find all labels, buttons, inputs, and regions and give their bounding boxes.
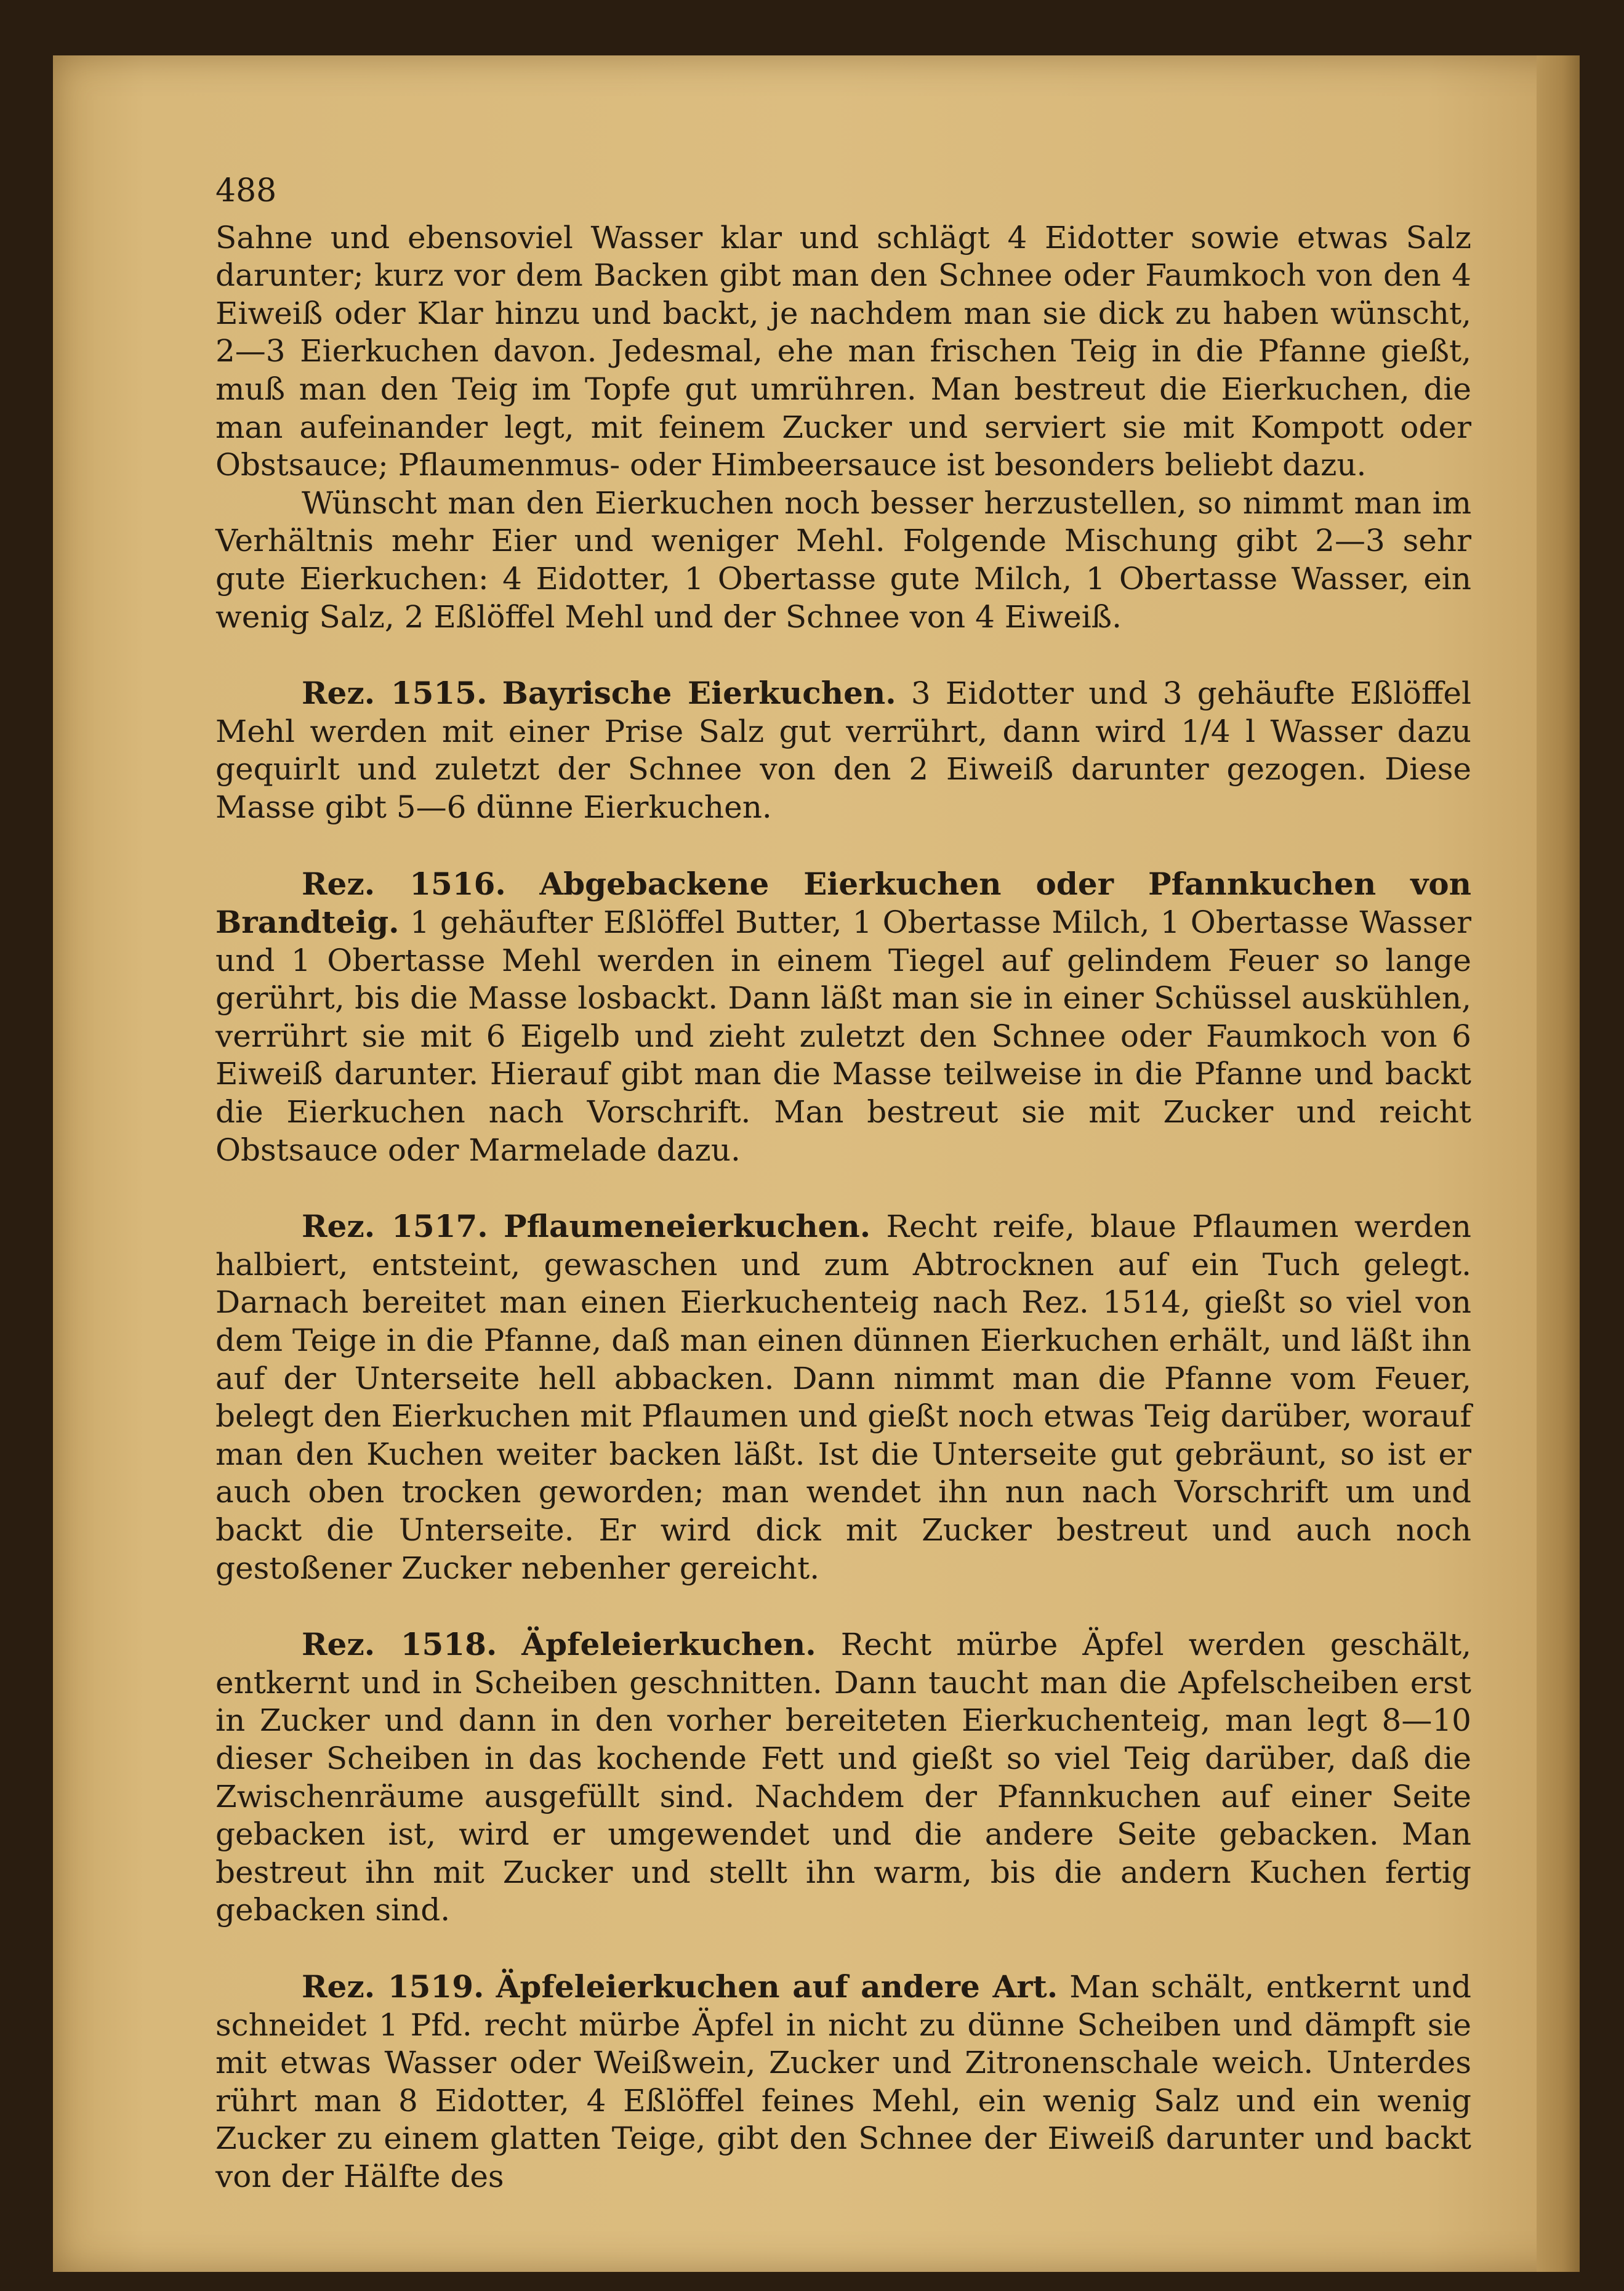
recipe-number: Rez. 1519. — [302, 1968, 484, 2005]
recipe-text: Recht reife, blaue Pflaumen werden halbiert, entsteint, gewaschen und zum Abtrocknen auf ein Tuch gelegt. Darnach bereitet man einen Eierkuchenteig nach Rez. 1514, gießt so viel von dem Teige in die Pfanne, daß man einen dünnen Eierkuchen erhält, und läßt ihn auf der Unterseite hell abbacken. Dann nimmt man die Pfanne vom Feuer, belegt den Eierkuchen mit Pflaumen und gießt noch etwas Teig darüber, worauf man den Kuchen weiter backen läßt. Ist die Unterseite gut gebräunt, so ist er auch oben trocken geworden; man wendet ihn nun nach Vorschrift um und backt die Unterseite. Er wird dick mit Zucker bestreut und auch noch gestoßener Zucker nebenher gereicht. — [215, 1209, 1471, 1586]
recipe-1517 — [215, 1207, 1471, 1587]
recipe-1518 — [215, 1625, 1471, 1930]
intro-paragraph-2: Wünscht man den Eierkuchen noch besser herzustellen, so nimmt man im Verhältnis mehr Eier und weniger Mehl. Folgende Mischung gibt 2—3 sehr gute Eierkuchen: 4 Eidotter, 1 Obertasse gute Milch, 1 Obertasse Wasser, ein wenig Salz, 2 Eßlöffel Mehl und der Schnee von 4 Eiweiß. — [215, 485, 1471, 635]
recipe-title: Abgebackene Eierkuchen oder Pfannkuchen von Brandteig. — [215, 865, 1472, 941]
recipe-text: Recht mürbe Äpfel werden geschält, entkernt und in Scheiben geschnitten. Dann taucht man die Apfelscheiben erst in Zucker und dann in den vorher bereiteten Eierkuchenteig, man legt 8—10 dieser Scheiben in das kochende Fett und gießt so viel Teig darüber, daß die Zwischenräume ausgefüllt sind. Nachdem der Pfannkuchen auf einer Seite gebacken ist, wird er umgewendet und die andere Seite gebacken. Man bestreut ihn mit Zucker und stellt ihn warm, bis die andern Kuchen fertig gebacken sind. — [215, 1627, 1471, 1928]
recipe-title: Äpfeleierkuchen auf andere Art. — [496, 1968, 1058, 2005]
recipe-number: Rez. 1518. — [302, 1626, 497, 1663]
recipe-1519 — [215, 1968, 1471, 2196]
recipe-title: Äpfeleierkuchen. — [521, 1626, 816, 1663]
recipe-text: 3 Eidotter und 3 gehäufte Eßlöffel Mehl werden mit einer Prise Salz gut verrührt, dann wird 1/4 l Wasser dazu gequirlt und zuletzt der Schnee von den 2 Eiweiß darunter gezogen. Diese Masse gibt 5—6 dünne Eierkuchen. — [215, 675, 1471, 825]
recipe-1515 — [215, 674, 1471, 826]
recipe-title: Pflaumeneierkuchen. — [504, 1208, 871, 1245]
recipe-text: 1 gehäufter Eßlöffel Butter, 1 Obertasse Milch, 1 Obertasse Wasser und 1 Obertasse Mehl werden in einem Tiegel auf gelindem Feuer so lange gerührt, bis die Masse losbackt. Dann läßt man sie in einer Schüssel auskühlen, verrührt sie mit 6 Eigelb und zieht zuletzt den Schnee oder Faumkoch von 6 Eiweiß darunter. Hierauf gibt man die Masse teilweise in die Pfanne und backt die Eierkuchen nach Vorschrift. Man bestreut sie mit Zucker und reicht Obstsauce oder Marmelade dazu. — [215, 904, 1471, 1168]
recipe-number: Rez. 1515. — [302, 675, 488, 712]
page-text — [215, 172, 1471, 2196]
recipe-number: Rez. 1516. — [302, 865, 506, 902]
intro-paragraph-1: Sahne und ebensoviel Wasser klar und schlägt 4 Eidotter sowie etwas Salz darunter; kurz vor dem Backen gibt man den Schnee oder Faumkoch von den 4 Eiweiß oder Klar hinzu und backt, je nachdem man sie dick zu haben wünscht, 2—3 Eierkuchen davon. Jedesmal, ehe man frischen Teig in die Pfanne gießt, muß man den Teig im Topfe gut umrühren. Man bestreut die Eierkuchen, die man aufeinander legt, mit feinem Zucker und serviert sie mit Kompott oder Obstsauce; Pflaumenmus- oder Himbeersauce ist besonders beliebt dazu. — [215, 219, 1471, 483]
recipe-1516 — [215, 865, 1471, 1170]
page-gutter — [1537, 55, 1580, 2272]
recipe-text: Man schält, entkernt und schneidet 1 Pfd. recht mürbe Äpfel in nicht zu dünne Scheiben und dämpft sie mit etwas Wasser oder Weißwein, Zucker und Zitronenschale weich. Unterdes rührt man 8 Eidotter, 4 Eßlöffel feines Mehl, ein wenig Salz und ein wenig Zucker zu einem glatten Teige, gibt den Schnee der Eiweiß darunter und backt von der Hälfte des — [215, 1968, 1471, 2194]
recipe-number: Rez. 1517. — [302, 1208, 488, 1245]
page-number: 488 — [215, 172, 277, 209]
recipe-title: Bayrische Eierkuchen. — [502, 675, 896, 712]
book-page — [53, 55, 1580, 2272]
